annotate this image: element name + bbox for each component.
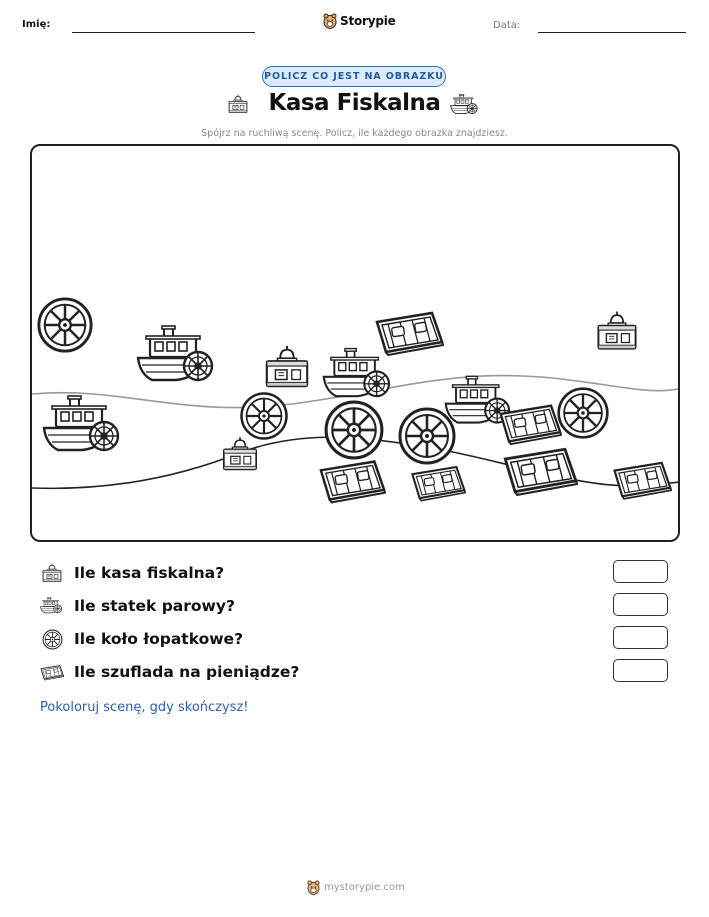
- question-label: Ile szuflada na pieniądze?: [74, 663, 300, 681]
- scene-paddle-wheel: [326, 402, 382, 458]
- question-row-money-drawer: [40, 659, 680, 685]
- answer-box-steamboat[interactable]: [613, 593, 668, 616]
- name-label: Imię:: [22, 19, 51, 30]
- steamboat-icon: [40, 596, 64, 616]
- busy-scene: [30, 144, 680, 542]
- question-label: Ile kasa fiskalna?: [74, 564, 225, 582]
- name-line[interactable]: [72, 32, 255, 33]
- question-label: Ile koło łopatkowe?: [74, 630, 244, 648]
- money-drawer-icon: [40, 664, 64, 681]
- scene-cash-register: [598, 312, 635, 349]
- site-footer: [307, 880, 405, 895]
- answer-box-cash-register[interactable]: [613, 560, 668, 583]
- scene-money-drawer: [412, 467, 465, 501]
- scene-steamboat: [44, 396, 118, 450]
- cash-register-icon: [41, 562, 63, 584]
- brand-name: Storypie: [340, 14, 396, 28]
- scene-paddle-wheel: [39, 299, 91, 351]
- coloring-note: Pokoloruj scenę, gdy skończysz!: [40, 700, 249, 715]
- answer-box-money-drawer[interactable]: [613, 659, 668, 682]
- date-line[interactable]: [538, 32, 686, 33]
- brand-logo: [323, 13, 396, 29]
- scene-money-drawer: [615, 463, 672, 499]
- storypie-mascot-icon: [307, 880, 320, 895]
- scene-steamboat: [324, 349, 389, 397]
- question-row-cash-register: [40, 560, 680, 586]
- instruction-badge: POLICZ CO JEST NA OBRAZKU: [262, 66, 446, 87]
- answer-box-paddle-wheel[interactable]: [613, 626, 668, 649]
- question-row-paddle-wheel: [40, 626, 680, 652]
- date-label: Data:: [493, 20, 521, 31]
- steamboat-icon: [450, 93, 480, 117]
- scene-cash-register: [224, 437, 256, 469]
- scene-paddle-wheel: [242, 394, 287, 439]
- page-title: Kasa Fiskalna: [268, 90, 441, 116]
- paddle-wheel-icon: [42, 629, 63, 650]
- page-subtitle: Spójrz na ruchliwą scenę. Policz, ile każdego obrazka znajdziesz.: [201, 128, 508, 139]
- scene-money-drawer: [505, 449, 577, 495]
- site-url[interactable]: mystorypie.com: [324, 882, 405, 893]
- scene-money-drawer: [501, 406, 561, 444]
- question-row-steamboat: [40, 593, 680, 619]
- storypie-mascot-icon: [323, 13, 337, 29]
- scene-money-drawer: [321, 462, 385, 503]
- scene-steamboat: [138, 326, 212, 380]
- scene-paddle-wheel: [400, 409, 454, 463]
- scene-steamboat: [446, 376, 509, 422]
- scene-paddle-wheel: [559, 389, 608, 438]
- scene-money-drawer: [377, 313, 443, 355]
- question-label: Ile statek parowy?: [74, 597, 235, 615]
- scene-cash-register: [267, 346, 307, 386]
